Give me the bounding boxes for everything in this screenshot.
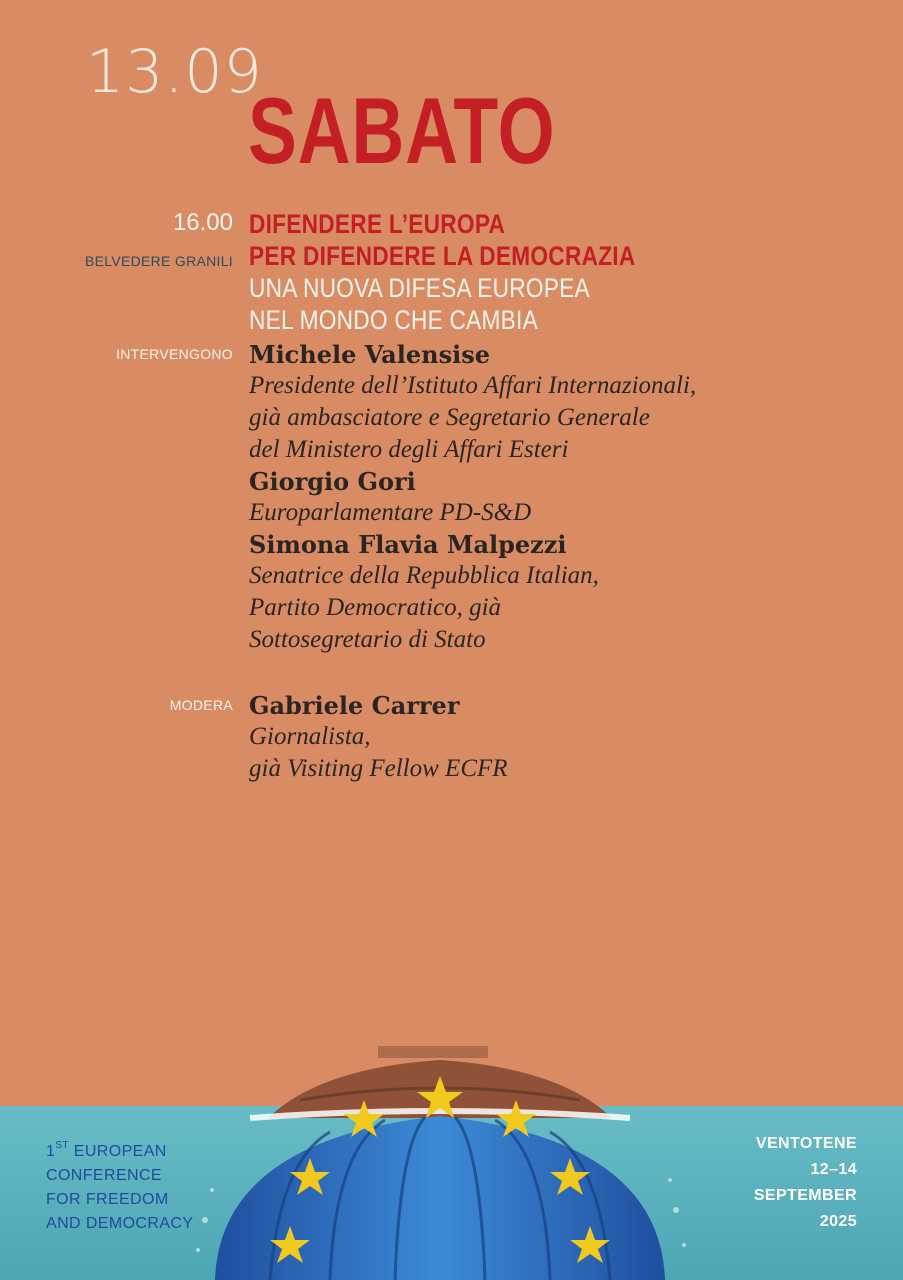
event-venue: BELVEDERE GRANILI xyxy=(85,253,233,269)
conference-title-line: EUROPEAN xyxy=(73,1143,167,1160)
event-title-line: PER DIFENDERE LA DEMOCRAZIA xyxy=(249,241,636,271)
date-line: 12–14 xyxy=(810,1161,857,1178)
speaker-name: Michele Valensise xyxy=(249,340,490,369)
event-date: 13.09 xyxy=(86,37,263,107)
conference-location-dates xyxy=(754,1131,857,1235)
location-line: VENTOTENE xyxy=(755,1135,857,1152)
event-title-line: DIFENDERE L’EUROPA xyxy=(249,209,506,239)
speaker-name: Simona Flavia Malpezzi xyxy=(249,530,567,559)
speaker-name: Giorgio Gori xyxy=(249,467,416,496)
conference-title-line: CONFERENCE xyxy=(46,1167,163,1184)
date-line: SEPTEMBER xyxy=(753,1187,857,1204)
speaker-role-line: Senatrice della Repubblica Italian, xyxy=(249,562,599,589)
speaker-role-line: Sottosegretario di Stato xyxy=(249,626,486,653)
speakers-list xyxy=(249,339,696,656)
moderator-role-line: Giornalista, xyxy=(249,723,371,750)
speaker-role-line: Europarlamentare PD-S&D xyxy=(249,499,532,526)
speaker-role-line: del Ministero degli Affari Esteri xyxy=(249,436,569,463)
conference-title xyxy=(46,1134,193,1236)
moderator-label: MODERA xyxy=(169,697,233,713)
date-line: 2025 xyxy=(819,1213,857,1230)
speaker-role-line: già ambasciatore e Segretario Generale xyxy=(249,404,650,431)
ordinal-suffix: ST xyxy=(55,1140,69,1151)
speaker-role-line: Partito Democratico, già xyxy=(249,594,502,621)
event-day: SABATO xyxy=(248,78,556,183)
event-time: 16.00 xyxy=(172,209,233,236)
speaker xyxy=(249,466,696,529)
conference-title-line: AND DEMOCRACY xyxy=(46,1215,194,1232)
conference-title-line: FOR FREEDOM xyxy=(46,1191,169,1208)
speaker xyxy=(249,529,696,656)
moderator-role-line: già Visiting Fellow ECFR xyxy=(249,755,508,782)
speaker-role-line: Presidente dell’Istituto Affari Internazionali, xyxy=(249,372,697,399)
speakers-label: INTERVENGONO xyxy=(116,346,233,362)
moderator xyxy=(249,690,508,785)
event-subtitle-line: NEL MONDO CHE CAMBIA xyxy=(249,305,538,335)
speaker xyxy=(249,339,696,466)
moderator-name: Gabriele Carrer xyxy=(249,691,460,720)
event-subtitle-line: UNA NUOVA DIFESA EUROPEA xyxy=(249,273,590,303)
event-title-block xyxy=(249,208,709,336)
conference-title-line: 1 xyxy=(46,1143,56,1160)
island-buildings xyxy=(378,1046,488,1058)
